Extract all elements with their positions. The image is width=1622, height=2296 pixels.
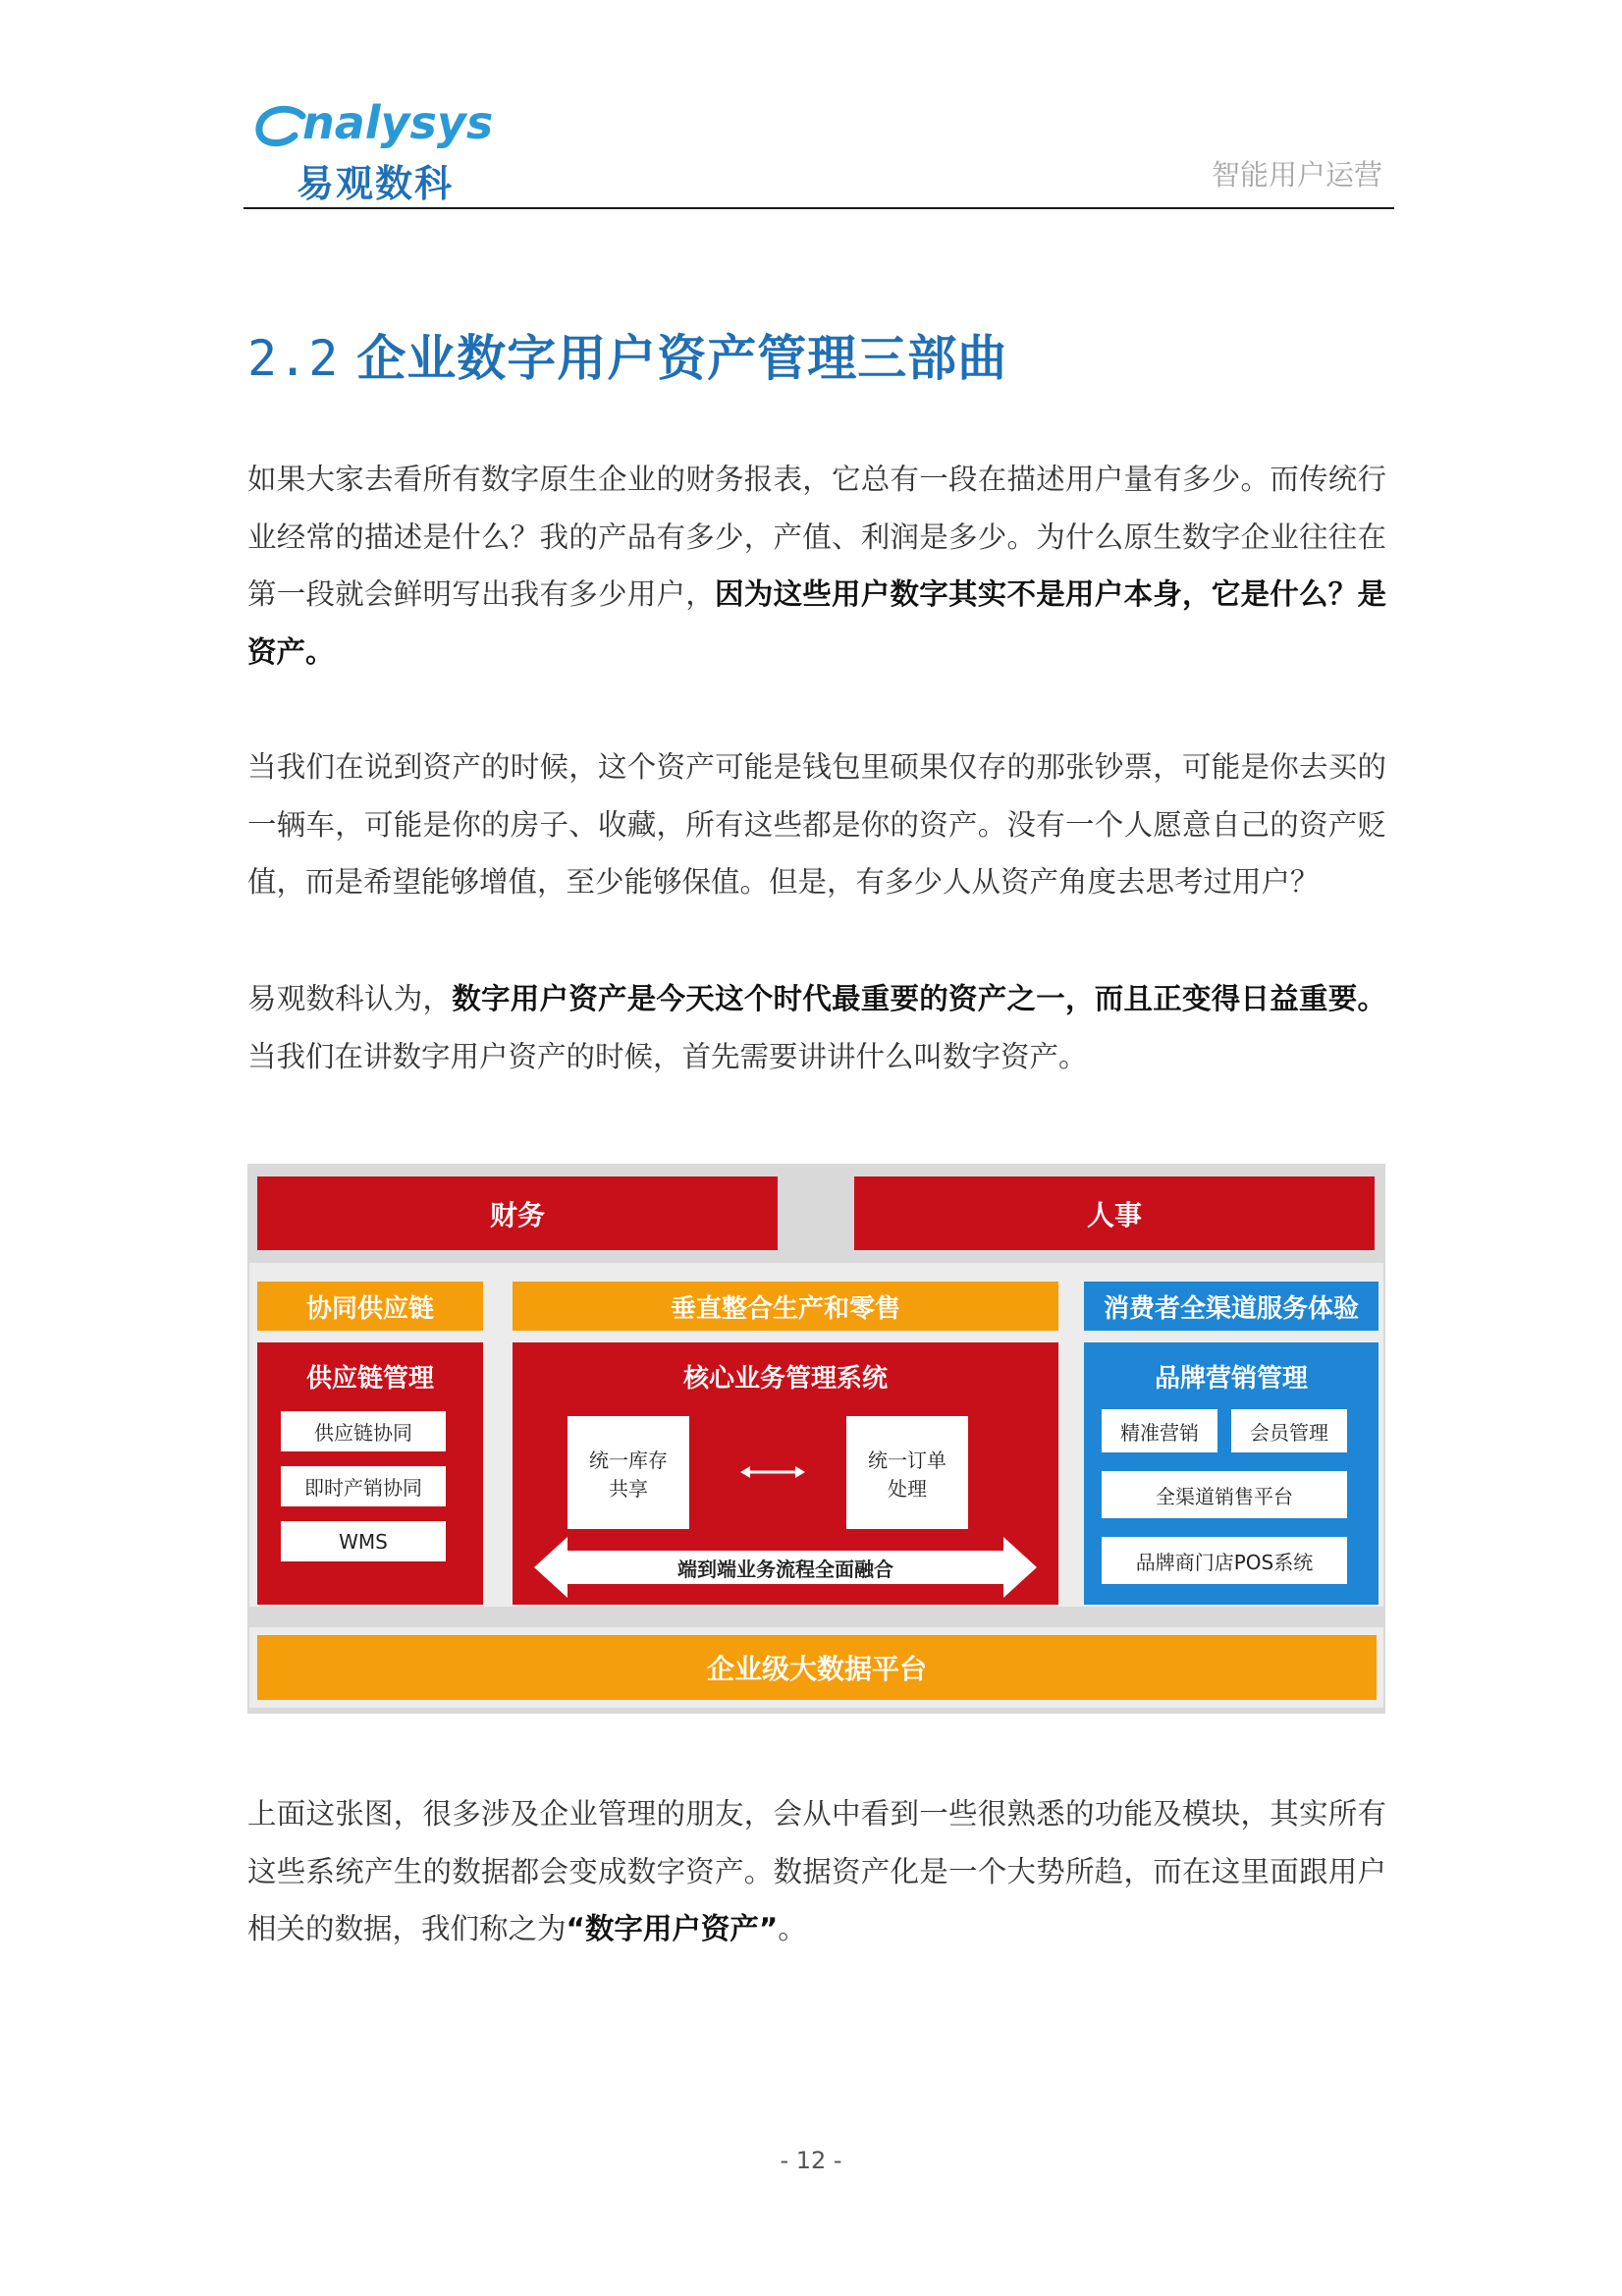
unified-order-line2: 处理: [888, 1476, 927, 1501]
section-number: 2.2: [247, 330, 340, 387]
unified-order-box: [846, 1416, 968, 1529]
unified-inventory-line1: 统一库存: [589, 1448, 668, 1472]
brand-marketing-panel: [1084, 1342, 1379, 1605]
paragraph-4-text-a: 上面这张图，很多涉及企业管理的朋友，会从中看到一些很熟悉的功能及模块，其实所有这些系统产生的数据都会变成数字资产。数据资产化是一个大势所趋，而在这里面跟用户相关的数据，我们称之为: [247, 1797, 1386, 1945]
supply-chain-item: 供应链协同: [281, 1411, 446, 1451]
brand-marketing-item: 精准营销: [1102, 1409, 1217, 1452]
unified-order-line1: 统一订单: [868, 1448, 946, 1472]
enterprise-systems-diagram: [247, 1164, 1385, 1714]
brand-marketing-item: 会员管理: [1231, 1409, 1347, 1452]
section-title-text: 企业数字用户资产管理三部曲: [356, 330, 1008, 387]
finance-block: 财务: [257, 1176, 778, 1250]
supply-chain-panel: [257, 1342, 483, 1605]
supply-chain-item: 即时产销协同: [281, 1466, 446, 1506]
hr-block: 人事: [854, 1176, 1375, 1250]
col2-header: 垂直整合生产和零售: [513, 1282, 1058, 1331]
col3-header: 消费者全渠道服务体验: [1084, 1282, 1379, 1331]
big-data-platform-block: 企业级大数据平台: [257, 1635, 1377, 1700]
process-fusion-label: 端到端业务流程全面融合: [677, 1557, 893, 1581]
brand-marketing-item: 品牌商门店POS系统: [1102, 1537, 1347, 1584]
paragraph-2-text: 当我们在说到资产的时候，这个资产可能是钱包里硕果仅存的那张钞票，可能是你去买的一辆车，可能是你的房子、收藏，所有这些都是你的资产。没有一个人愿意自己的资产贬值，而是希望能够增值，至少能够保值。但是，有多少人从资产角度去思考过用户？: [247, 750, 1386, 899]
document-title: 智能用户运营: [1211, 158, 1382, 191]
paragraph-1: [247, 451, 1386, 681]
page-number: - 12 -: [780, 2147, 842, 2174]
core-business-panel: [513, 1342, 1058, 1605]
company-logo: [253, 96, 494, 205]
supply-chain-title: 供应链管理: [305, 1364, 434, 1394]
unified-inventory-box: [568, 1416, 689, 1529]
paragraph-3: [247, 970, 1386, 1085]
supply-chain-item: WMS: [281, 1521, 446, 1561]
paragraph-3-text-a: 易观数科认为，: [247, 982, 453, 1015]
brand-marketing-item: 全渠道销售平台: [1102, 1471, 1347, 1518]
unified-inventory-line2: 共享: [609, 1476, 648, 1501]
paragraph-4-emphasis: “数字用户资产”: [566, 1912, 779, 1945]
paragraph-1-emphasis: 因为这些用户数字其实不是用户本身，它是什么？是资产。: [247, 577, 1386, 669]
paragraph-4-text-b: 。: [778, 1912, 807, 1945]
paragraph-3-text-b: 当我们在讲数字用户资产的时候，首先需要讲讲什么叫数字资产。: [247, 1039, 1088, 1073]
paragraph-2: [247, 738, 1386, 911]
paragraph-1-text: 如果大家去看所有数字原生企业的财务报表，它总有一段在描述用户量有多少。而传统行业经常的描述是什么？我的产品有多少，产值、利润是多少。为什么原生数字企业往往在第一段就会鲜明写出我有多少用户，: [247, 463, 1386, 611]
header-divider: [243, 207, 1394, 209]
paragraph-3-emphasis: 数字用户资产是今天这个时代最重要的资产之一，而且正变得日益重要。: [452, 982, 1386, 1015]
section-heading: [247, 319, 1007, 390]
paragraph-4: [247, 1785, 1386, 1958]
double-arrow-icon: [740, 1462, 805, 1482]
brand-marketing-title: 品牌营销管理: [1154, 1364, 1308, 1394]
col1-header: 协同供应链: [257, 1282, 483, 1331]
logo-chinese-name: 易观数科: [297, 162, 455, 205]
core-business-title: 核心业务管理系统: [682, 1364, 888, 1394]
logo-wordmark: nalysys: [302, 96, 494, 149]
